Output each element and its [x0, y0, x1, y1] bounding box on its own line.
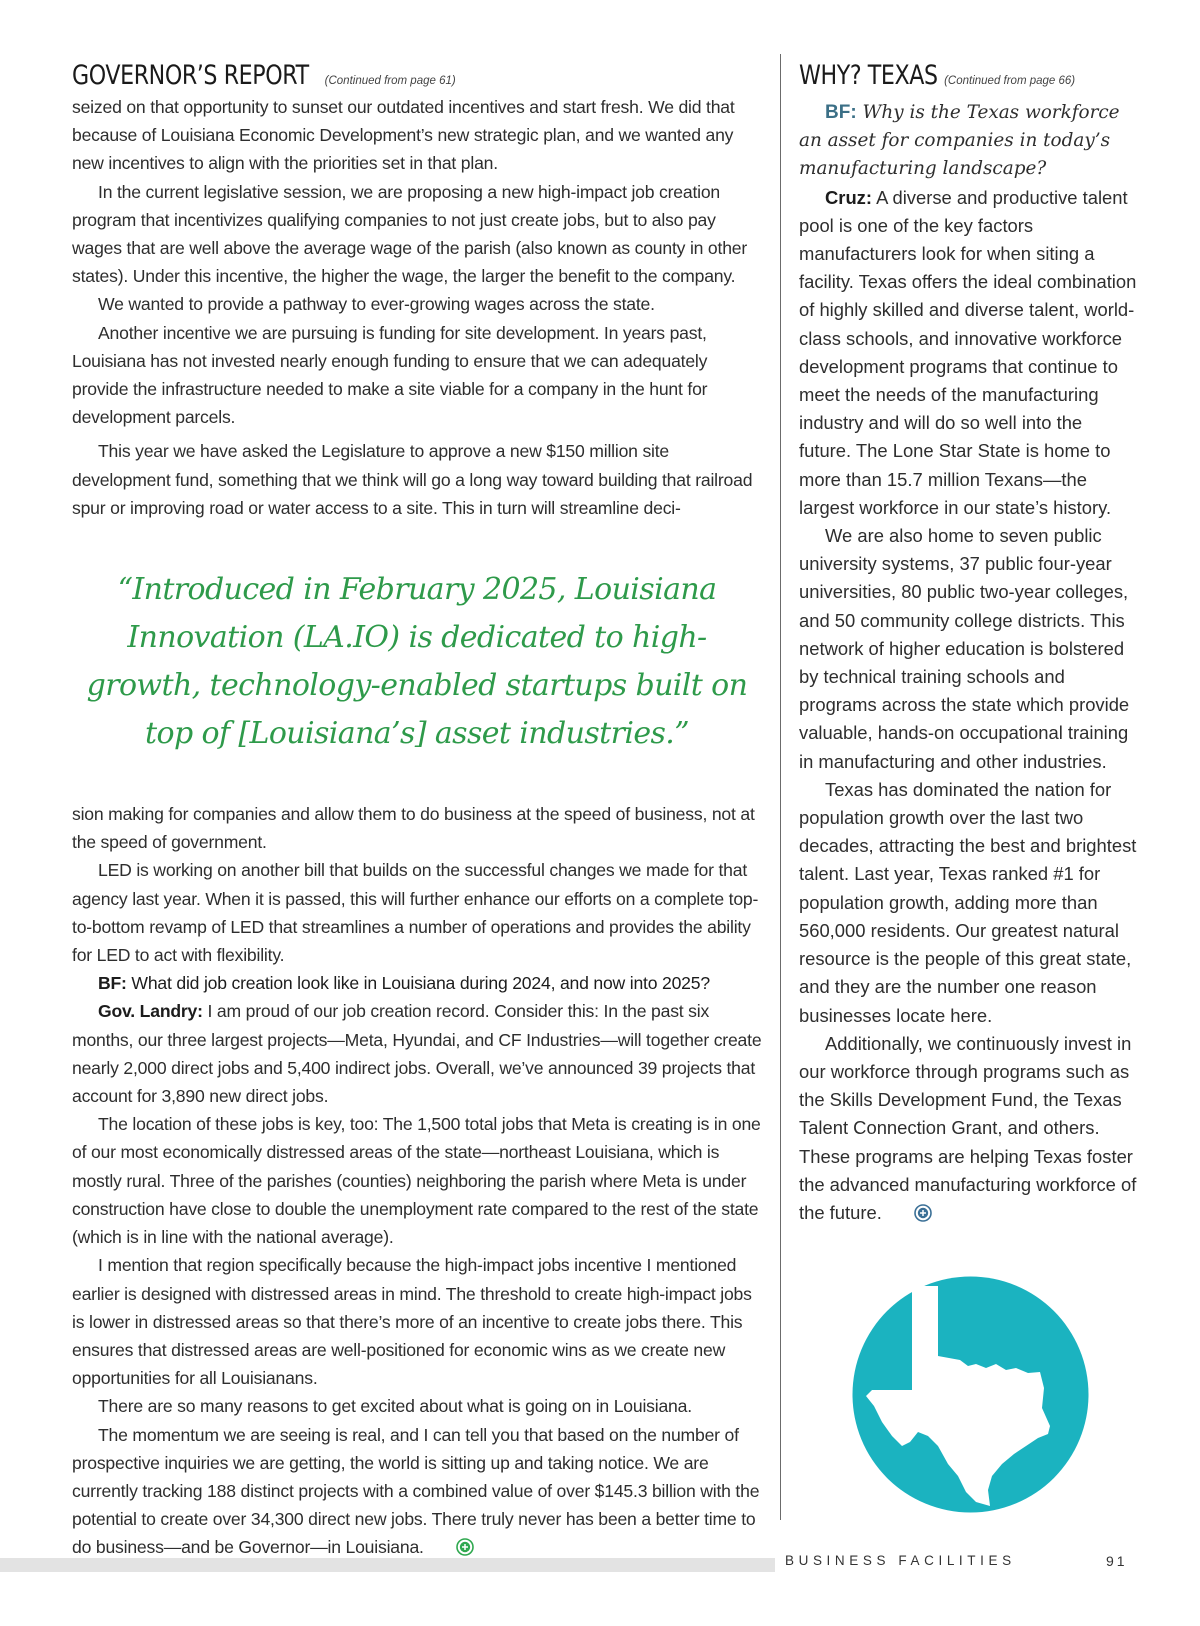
footer-publication-name: BUSINESS FACILITIES	[785, 1553, 1016, 1568]
right-body	[799, 99, 1139, 1227]
left-paragraph: I mention that region specifically because the high-impact jobs incentive I mentioned earlier is designed with distressed areas in mind. The threshold to create high-impact jobs is lower in distressed areas so that there’s more of an incentive to create jobs there. This ensures that distressed areas are well-positioned for economic wins as we create new opportunities for all Louisianans.	[72, 1255, 752, 1389]
footer-page-number: 91	[1106, 1553, 1128, 1569]
right-answer-text: A diverse and productive talent pool is one of the key factors manufacturers look for when siting a facility. Texas offers the ideal combination of highly skilled and diverse talent, world-class schools, and innovative workforce development programs that continue to meet the needs of the manufacturing industry and will do so well into the future. The Lone Star State is home to more than 15.7 million Texans—the largest workforce in our state’s history.	[799, 186, 1137, 518]
left-section-title: GOVERNOR’S REPORT	[72, 60, 309, 91]
right-last-paragraph	[799, 1030, 1139, 1227]
column-divider	[780, 54, 781, 1520]
right-continued-note: (Continued from page 66)	[944, 75, 1076, 87]
left-paragraph: Another incentive we are pursuing is funding for site development. In years past, Louisiana has not invested nearly enough funding to ensure that we can adequately provide the infrastructure needed to make a site viable for a company in the hunt for development parcels.	[72, 322, 708, 428]
why-texas-column	[799, 60, 1139, 1227]
left-paragraph: sion making for companies and allow them to do business at the speed of business, not at the speed of government.	[72, 804, 755, 853]
right-last-paragraph-text: Additionally, we continuously invest in our workforce through programs such as the Skills Development Fund, the Texas Talent Connection Grant, and others. These programs are helping Texas foster the advanced manufacturing workforce of the future.	[799, 1032, 1137, 1223]
left-paragraph: This year we have asked the Legislature to approve a new $150 million site development fund, something that we think will go a long way toward building that railroad spur or improving road or water access to a site. This in turn will streamline deci-	[72, 441, 753, 518]
left-paragraph: We wanted to provide a pathway to ever-growing wages across the state.	[98, 294, 655, 315]
left-body-top	[72, 93, 762, 522]
right-question-label: BF:	[825, 102, 857, 123]
left-continued-note: (Continued from page 61)	[324, 75, 456, 87]
green-end-mark-icon	[430, 1536, 448, 1554]
governors-report-column	[72, 60, 762, 1562]
right-speaker-label: Cruz:	[825, 186, 872, 208]
last-paragraph-text: The momentum we are seeing is real, and I can tell you that based on the number of prospective inquiries we are getting, the world is sitting up and taking notice. We are currently tracking 188 distinct projects with a combined value of over $145.3 billion with the potential to create over 34,300 direct new jobs. There truly never has been a better time to do business—and be Governor—in Louisiana.	[72, 1424, 760, 1558]
left-paragraph: The location of these jobs is key, too: The 1,500 total jobs that Meta is creating is in one of our most economically distressed areas of the state—northeast Louisiana, which is mostly rural. Three of the parishes (counties) neighboring the parish where Meta is under construction have close to double the unemployment rate compared to the rest of the state (which is in line with the national average).	[72, 1114, 761, 1248]
right-paragraph: Texas has dominated the nation for population growth over the last two decades, attracting the best and brightest talent. Last year, Texas ranked #1 for population growth, adding more than 560,000 residents. Our greatest natural resource is the people of this great state, and they are the number one reason businesses locate here.	[799, 778, 1137, 1026]
question-label: BF:	[98, 973, 127, 994]
right-question	[799, 99, 1139, 184]
left-paragraph: There are so many reasons to get excited about what is going on in Louisiana.	[98, 1396, 692, 1417]
left-last-paragraph	[72, 1421, 762, 1562]
pull-quote: “Introduced in February 2025, Louisiana Innovation (LA.IO) is dedicated to high-growth, technology-enabled startups built on top of [Louisiana’s] asset industries.”	[86, 572, 748, 752]
right-question-text: Why is the Texas workforce an asset for companies in today’s manufacturing landscape?	[799, 102, 1120, 180]
right-section-title: WHY? TEXAS	[799, 60, 938, 91]
texas-state-map-icon	[852, 1276, 1089, 1513]
right-answer	[799, 184, 1139, 522]
left-section-header	[72, 60, 762, 91]
question-text: What did job creation look like in Louisiana during 2024, and now into 2025?	[131, 973, 710, 994]
left-paragraph: LED is working on another bill that builds on the successful changes we made for that agency last year. When it is passed, this will further enhance our efforts on a complete top-to-bottom revamp of LED that streamlines a number of operations and provides the ability for LED to act with flexibility.	[72, 860, 759, 966]
right-paragraph: We are also home to seven public university systems, 37 public four-year universities, 80 public two-year colleges, and 50 community college districts. This network of higher education is bolstered by technical training schools and programs across the state which provide valuable, hands-on occupational training in manufacturing and other industries.	[799, 525, 1130, 772]
answer-text: I am proud of our job creation record. Consider this: In the past six months, our three largest projects—Meta, Hyundai, and CF Industries—will together create nearly 2,000 direct jobs and 5,400 indirect jobs. Overall, we’ve announced 39 projects that account for 3,890 new direct jobs.	[72, 1001, 762, 1107]
right-section-header	[799, 60, 1139, 91]
blue-end-mark-icon	[888, 1202, 906, 1220]
left-paragraph: seized on that opportunity to sunset our outdated incentives and start fresh. We did that because of Louisiana Economic Development’s new strategic plan, and we wanted any new incentives to align with the priorities set in that plan.	[72, 97, 735, 174]
left-question	[72, 969, 762, 997]
left-body-bottom	[72, 800, 762, 1561]
left-answer	[72, 997, 762, 1110]
speaker-label: Gov. Landry:	[98, 1001, 203, 1022]
footer-bar	[0, 1558, 775, 1572]
left-paragraph: In the current legislative session, we are proposing a new high-impact job creation program that incentivizes qualifying companies to not just create jobs, but to also pay wages that are well above the average wage of the parish (also known as county in other states). Under this incentive, the higher the wage, the larger the benefit to the company.	[72, 181, 748, 287]
